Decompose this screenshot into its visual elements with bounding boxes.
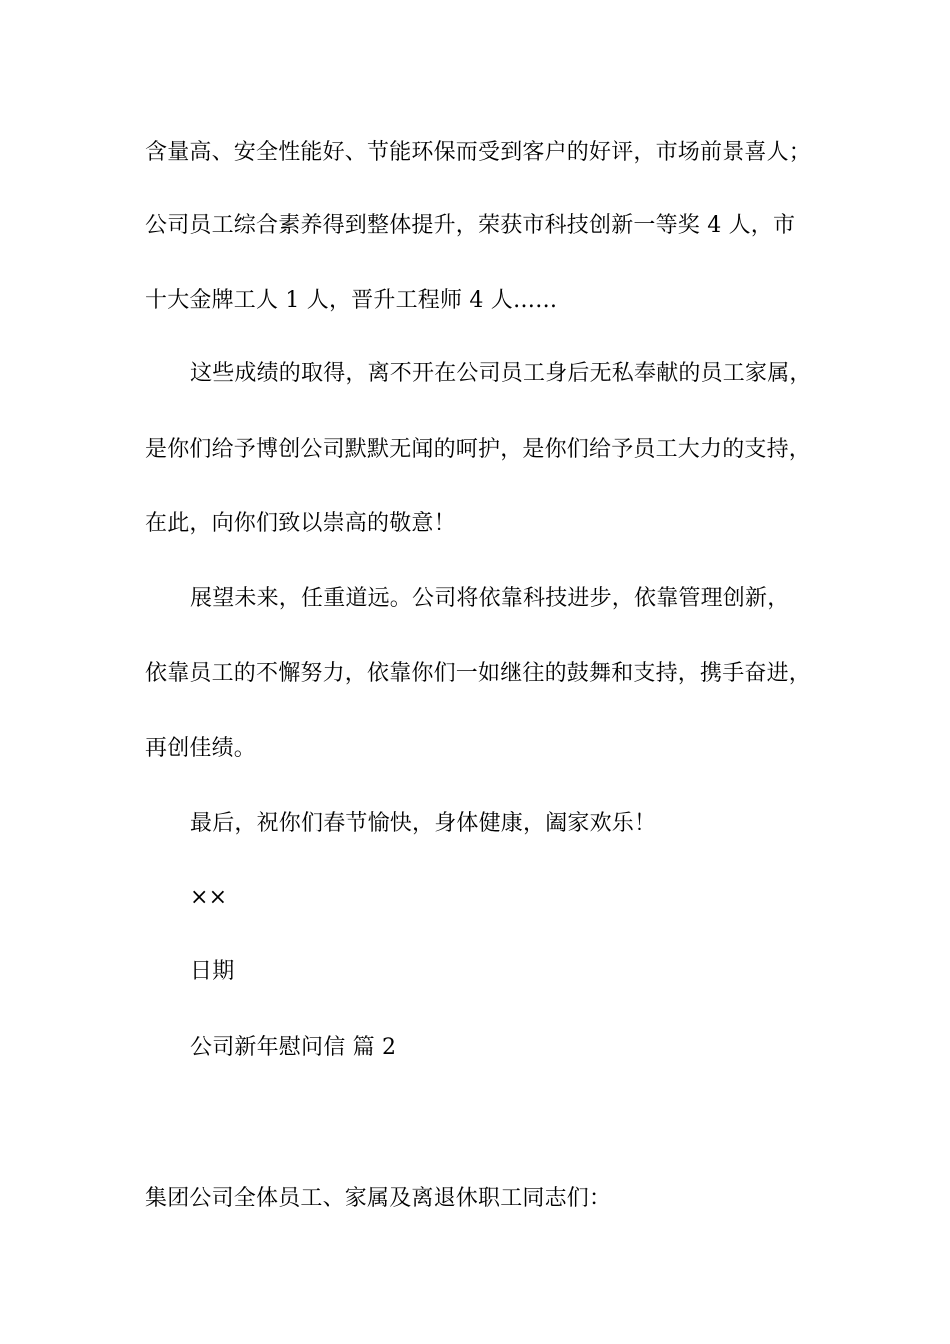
closing-line: 最后，祝你们春节愉快，身体健康，阖家欢乐！: [190, 811, 657, 836]
paragraph-line: 含量高、安全性能好、节能环保而受到客户的好评，市场前景喜人；: [145, 140, 812, 165]
paragraph-line: 是你们给予博创公司默默无闻的呵护，是你们给予员工大力的支持，: [145, 437, 812, 462]
paragraph-line: 公司员工综合素养得到整体提升，荣获市科技创新一等奖 4 人，市: [145, 213, 796, 238]
date-line: 日期: [190, 959, 235, 984]
paragraph-line: 十大金牌工人 1 人，晋升工程师 4 人……: [145, 288, 558, 313]
paragraph-line: 在此，向你们致以崇高的敬意！: [145, 511, 456, 536]
paragraph-line: 再创佳绩。: [145, 736, 257, 761]
section-heading: 公司新年慰问信 篇 2: [190, 1035, 397, 1060]
signature-line: ××: [190, 885, 228, 910]
paragraph-line: 这些成绩的取得，离不开在公司员工身后无私奉献的员工家属，: [190, 361, 812, 386]
paragraph-line: 依靠员工的不懈努力，依靠你们一如继往的鼓舞和支持，携手奋进，: [145, 661, 812, 686]
paragraph-line: 展望未来，任重道远。公司将依靠科技进步，依靠管理创新，: [190, 586, 790, 611]
salutation-line: 集团公司全体员工、家属及离退休职工同志们：: [145, 1186, 612, 1211]
